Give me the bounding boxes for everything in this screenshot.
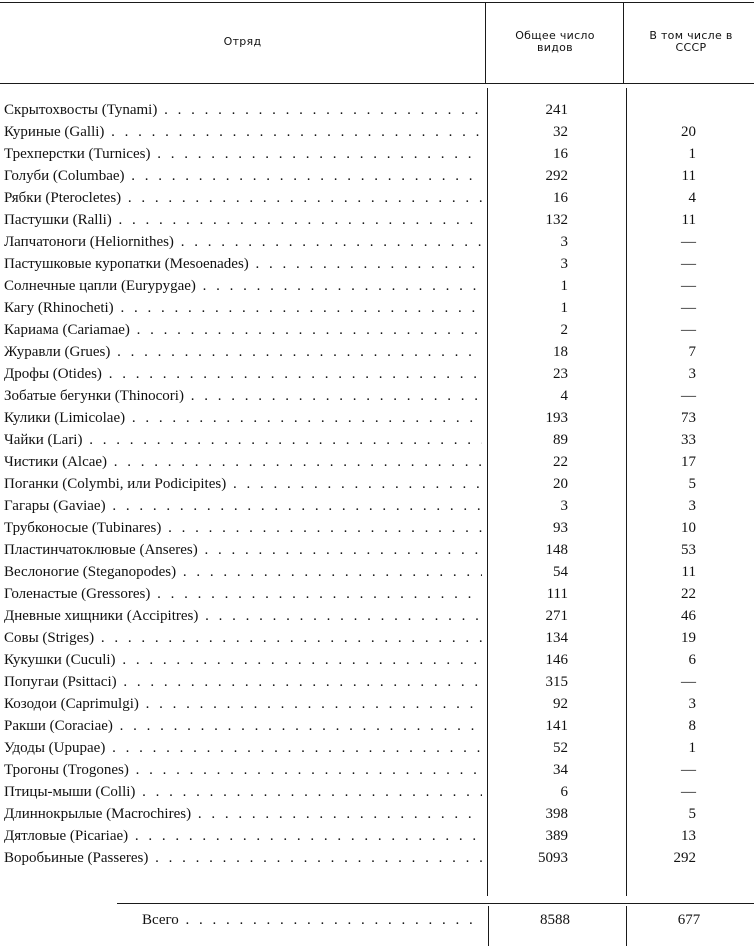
table-row (0, 517, 754, 539)
table-row (0, 693, 754, 715)
total-species-value: 1 (560, 278, 568, 294)
total-species-value: 34 (553, 762, 568, 778)
ussr-species-value: 11 (681, 564, 696, 580)
total-species-value: 52 (553, 740, 568, 756)
order-name: Зобатые бегунки (Thinocori) . . . (4, 385, 482, 407)
order-name: Солнечные цапли (Eurypygae) . . . (4, 275, 482, 297)
total-species-value: 32 (553, 124, 568, 140)
table-row (0, 539, 754, 561)
ussr-species-value: 6 (688, 652, 696, 668)
order-name: Воробьиные (Passeres) . . . (4, 847, 482, 869)
ussr-species-value: 11 (681, 168, 696, 184)
ussr-species-value: 19 (681, 630, 696, 646)
table-row (0, 187, 754, 209)
ussr-species-value: — (681, 388, 696, 404)
total-species-value: 134 (545, 630, 568, 646)
order-name: Совы (Striges) . . . (4, 627, 482, 649)
table-row (0, 715, 754, 737)
total-species-value: 18 (553, 344, 568, 360)
summary-label: Всего . . . (142, 906, 482, 934)
table-row (0, 627, 754, 649)
order-name: Пастушки (Ralli) . . . (4, 209, 482, 231)
order-name: Лапчатоноги (Heliornithes) . . . (4, 231, 482, 253)
total-species-value: 111 (546, 586, 568, 602)
summary-ussr-species: 677 (677, 912, 701, 928)
table-row (0, 253, 754, 275)
table-row (0, 583, 754, 605)
total-species-value: 132 (545, 212, 568, 228)
total-species-value: 54 (553, 564, 568, 580)
order-name: Скрытохвосты (Tynami) . . . (4, 99, 482, 121)
table-row (0, 561, 754, 583)
total-species-value: 241 (545, 102, 568, 118)
table-row (0, 385, 754, 407)
table-row (0, 143, 754, 165)
ussr-species-value: 73 (681, 410, 696, 426)
table-row (0, 781, 754, 803)
ussr-species-value: 3 (688, 498, 696, 514)
table-row (0, 451, 754, 473)
total-species-value: 22 (553, 454, 568, 470)
ussr-species-value: — (681, 278, 696, 294)
table-row (0, 209, 754, 231)
order-name: Дятловые (Picariae) . . . (4, 825, 482, 847)
order-name: Птицы-мыши (Colli) . . . (4, 781, 482, 803)
order-name: Ракши (Coraciae) . . . (4, 715, 482, 737)
table-row (0, 165, 754, 187)
order-name: Длиннокрылые (Macrochires) . . . (4, 803, 482, 825)
total-species-value: 16 (553, 146, 568, 162)
ussr-species-value: 11 (681, 212, 696, 228)
order-name: Гагары (Gaviae) . . . (4, 495, 482, 517)
total-species-value: 3 (560, 234, 568, 250)
table-row (0, 99, 754, 121)
table-row (0, 803, 754, 825)
table-row (0, 605, 754, 627)
total-species-value: 3 (560, 498, 568, 514)
header-total-species: Общее число видов (515, 29, 595, 54)
table-row (0, 825, 754, 847)
table-row (0, 759, 754, 781)
table-row (0, 231, 754, 253)
table-row (0, 495, 754, 517)
total-species-value: 271 (545, 608, 568, 624)
header-order: Отряд (223, 35, 262, 48)
order-name: Чайки (Lari) . . . (4, 429, 482, 451)
ussr-species-value: 5 (688, 476, 696, 492)
ussr-species-value: — (681, 234, 696, 250)
ussr-species-value: 8 (688, 718, 696, 734)
ussr-species-value: 13 (681, 828, 696, 844)
summary-total-species: 8588 (540, 912, 570, 928)
ussr-species-value: — (681, 322, 696, 338)
ussr-species-value: 5 (688, 806, 696, 822)
order-name: Чистики (Alcae) . . . (4, 451, 482, 473)
order-name: Куриные (Galli) . . . (4, 121, 482, 143)
order-name: Попугаи (Psittaci) . . . (4, 671, 482, 693)
table-row (0, 363, 754, 385)
total-species-value: 2 (560, 322, 568, 338)
ussr-species-value: 33 (681, 432, 696, 448)
total-species-value: 92 (553, 696, 568, 712)
total-species-value: 23 (553, 366, 568, 382)
table-row (0, 649, 754, 671)
ussr-species-value: 10 (681, 520, 696, 536)
summary-top-rule (117, 903, 754, 904)
total-species-value: 148 (545, 542, 568, 558)
total-species-value: 1 (560, 300, 568, 316)
table-row (0, 341, 754, 363)
column-divider-ussr (623, 3, 624, 83)
ussr-species-value: 53 (681, 542, 696, 558)
order-name: Поганки (Colymbi, или Podicipites) . . . (4, 473, 482, 495)
order-name: Трогоны (Trogones) . . . (4, 759, 482, 781)
total-species-value: 89 (553, 432, 568, 448)
order-name: Веслоногие (Steganopodes) . . . (4, 561, 482, 583)
table-row (0, 319, 754, 341)
total-species-value: 141 (545, 718, 568, 734)
total-species-value: 5093 (538, 850, 568, 866)
ussr-species-value: 17 (681, 454, 696, 470)
total-species-value: 16 (553, 190, 568, 206)
ussr-species-value: — (681, 762, 696, 778)
ussr-species-value: 3 (688, 366, 696, 382)
total-species-value: 20 (553, 476, 568, 492)
order-name: Дрофы (Otides) . . . (4, 363, 482, 385)
table-row (0, 473, 754, 495)
order-name: Кагу (Rhinocheti) . . . (4, 297, 482, 319)
table-row (0, 407, 754, 429)
table-row (0, 847, 754, 869)
table-row (0, 429, 754, 451)
order-name: Рябки (Pterocletes) . . . (4, 187, 482, 209)
order-name: Пастушковые куропатки (Mesoenades) . . . (4, 253, 482, 275)
ussr-species-value: 1 (688, 146, 696, 162)
total-species-value: 146 (545, 652, 568, 668)
order-name: Трубконосые (Tubinares) . . . (4, 517, 482, 539)
order-name: Трехперстки (Turnices) . . . (4, 143, 482, 165)
ussr-species-value: — (681, 784, 696, 800)
order-name: Голуби (Columbae) . . . (4, 165, 482, 187)
order-name: Пластинчатоклювые (Anseres) . . . (4, 539, 482, 561)
table-row (0, 297, 754, 319)
total-species-value: 4 (560, 388, 568, 404)
table-row (0, 737, 754, 759)
total-species-value: 398 (545, 806, 568, 822)
ussr-species-value: 7 (688, 344, 696, 360)
total-species-value: 389 (545, 828, 568, 844)
order-name: Кулики (Limicolae) . . . (4, 407, 482, 429)
ussr-species-value: 292 (673, 850, 696, 866)
total-species-value: 193 (545, 410, 568, 426)
ussr-species-value: 3 (688, 696, 696, 712)
column-divider-total (485, 3, 486, 83)
ussr-species-value: 22 (681, 586, 696, 602)
table-body (0, 99, 754, 869)
ussr-species-value: 1 (688, 740, 696, 756)
header-in-ussr: В том числе в СССР (649, 29, 733, 54)
order-name: Дневные хищники (Accipitres) . . . (4, 605, 482, 627)
summary-row (0, 906, 754, 934)
ussr-species-value: 20 (681, 124, 696, 140)
table-row (0, 671, 754, 693)
order-name: Кукушки (Cuculi) . . . (4, 649, 482, 671)
total-species-value: 6 (560, 784, 568, 800)
table-row (0, 275, 754, 297)
total-species-value: 292 (545, 168, 568, 184)
order-name: Козодои (Caprimulgi) . . . (4, 693, 482, 715)
total-species-value: 93 (553, 520, 568, 536)
order-name: Кариама (Cariamae) . . . (4, 319, 482, 341)
ussr-species-value: 4 (688, 190, 696, 206)
ussr-species-value: — (681, 300, 696, 316)
total-species-value: 315 (545, 674, 568, 690)
table-row (0, 121, 754, 143)
order-name: Голенастые (Gressores) . . . (4, 583, 482, 605)
ussr-species-value: — (681, 674, 696, 690)
order-name: Журавли (Grues) . . . (4, 341, 482, 363)
ussr-species-value: 46 (681, 608, 696, 624)
ussr-species-value: — (681, 256, 696, 272)
order-name: Удоды (Upupae) . . . (4, 737, 482, 759)
total-species-value: 3 (560, 256, 568, 272)
